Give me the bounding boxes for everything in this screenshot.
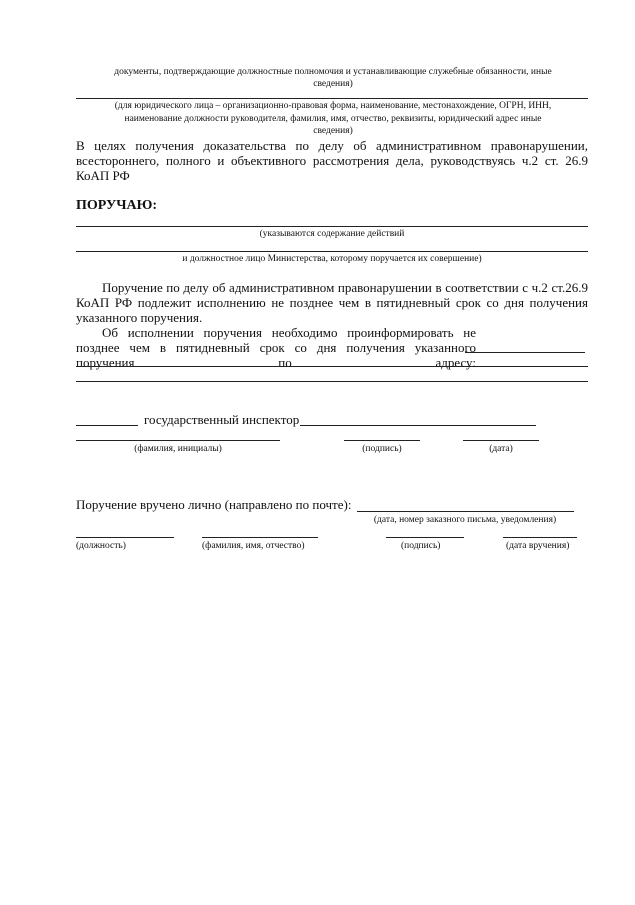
inspector-name-line: [300, 425, 536, 426]
delivery-signature-caption: (подпись): [401, 541, 441, 551]
delivery-signature-line: [386, 537, 464, 538]
address-line-2: [76, 366, 588, 367]
legal-entity-line: [76, 98, 588, 99]
delivery-details-caption: (дата, номер заказного письма, уведомления): [373, 515, 557, 525]
official-hint: и должностное лицо Министерства, которому поручается их совершение): [182, 254, 482, 264]
inspector-name-caption: (фамилия, инициалы): [134, 444, 222, 454]
position-line: [76, 537, 174, 538]
fullname-caption: (фамилия, имя, отчество): [202, 541, 305, 551]
purpose-paragraph: В целях получения доказательства по делу об административном правонарушении, всестороннего, полного и объективного рассмотрения дела, руководствуясь ч.2 ст. 26.9 КоАП РФ: [76, 138, 588, 183]
delivery-date-caption: (дата вручения): [506, 541, 570, 551]
legal-entity-caption-line2: наименование должности руководителя, фамилия, имя, отчество, реквизиты, юридический адрес иные: [124, 114, 542, 124]
delivery-date-line: [503, 537, 577, 538]
inspector-signature-line: [344, 440, 420, 441]
fullname-line: [202, 537, 318, 538]
legal-entity-caption-line1: (для юридического лица – организационно-правовая форма, наименование, местонахождение, ОГРН, ИНН,: [114, 101, 552, 111]
inspector-date-line: [463, 440, 539, 441]
documents-caption-line1: документы, подтверждающие должностные полномочия и устанавливающие служебные обязанности, иные: [114, 67, 552, 77]
inspector-date-caption: (дата): [489, 444, 513, 454]
actions-hint: (указываются содержание действий: [259, 229, 405, 239]
legal-entity-caption-line3: сведения): [313, 126, 353, 136]
order-heading: ПОРУЧАЮ:: [76, 198, 158, 213]
inform-paragraph-text: Об исполнении поручения необходимо проинформировать не позднее чем в пятидневный срок со дня получения указанного поручения по адресу:: [76, 325, 476, 370]
inspector-prefix-line: [76, 425, 138, 426]
address-line-inline: [465, 352, 585, 353]
delivery-label: Поручение вручено лично (направлено по почте):: [76, 497, 352, 512]
inspector-fullname-line: [76, 440, 280, 441]
documents-caption-line2: сведения): [313, 79, 353, 89]
inspector-signature-caption: (подпись): [362, 444, 402, 454]
inform-paragraph-line1: [76, 325, 476, 370]
actions-line: [76, 226, 588, 227]
delivery-details-line: [357, 511, 574, 512]
position-caption: (должность): [76, 541, 126, 551]
execution-paragraph: Поручение по делу об административном правонарушении в соответствии с ч.2 ст.26.9 КоАП РФ подлежит исполнению не позднее чем в пятидневный срок со дня получения указанного поручения.: [76, 280, 588, 325]
inspector-title: государственный инспектор: [144, 412, 300, 427]
official-line: [76, 251, 588, 252]
address-line-3: [76, 381, 588, 382]
